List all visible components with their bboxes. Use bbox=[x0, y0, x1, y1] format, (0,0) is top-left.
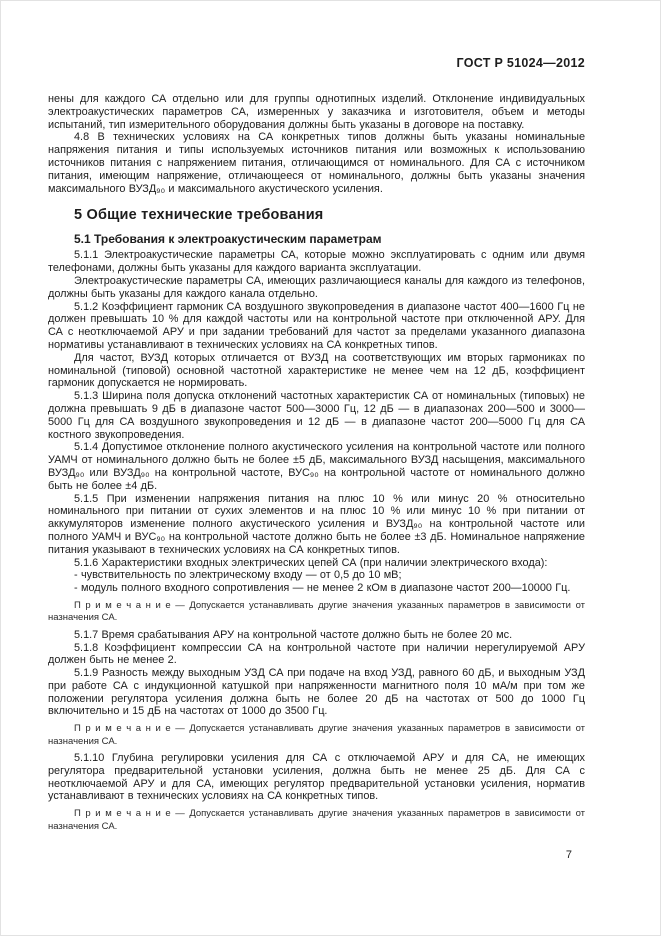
clause-5-1-5: 5.1.5 При изменении напряжения питания на плюс 10 % или минус 20 % относительно номинального при питании от сухих элементов и на плюс 10 % или минус 10 % при питании от аккумуляторов изменение полного акустического усиления и ВУЗД₉₀ на контрольной частоте или полного УАМЧ и ВУС₉₀ на контрольной частоте должно быть не более ±3 дБ. Номинальное напряжение питания указывают в технических условиях на СА конкретных типов. bbox=[48, 492, 585, 556]
clause-5-1-3: 5.1.3 Ширина поля допуска отклонений частотных характеристик СА от номинальных (типовых) не должна превышать 9 дБ в диапазоне частот 500—3000 Гц, 12 дБ — в диапазонах 200—500 и 3000—5000 Гц для СА воздушного звукопроведения и 12 дБ — в диапазоне частот 200—5000 Гц для СА костного звукопроведения. bbox=[48, 390, 585, 441]
clause-5-1-10: 5.1.10 Глубина регулировки усиления для СА с отключаемой АРУ и для СА, не имеющих регулятора предварительной установки усиления, должна быть не менее 25 дБ. Для СА с неотключаемой АРУ и для СА, имеющих регулятор предварительной установки усиления, норматив устанавливают в технических условиях на СА конкретных типов. bbox=[48, 752, 585, 803]
paragraph-continuation: нены для каждого СА отдельно или для группы однотипных изделий. Отклонение индивидуальных электроакустических параметров СА, измеренных у заказчика и изготовителя, объем и методы испытаний, тип измерительного оборудования должны быть указаны в договоре на поставку. bbox=[48, 93, 585, 131]
note-after-5-1-9: П р и м е ч а н и е — Допускается устанавливать другие значения указанных параметров в зависимости от назначения СА. bbox=[48, 723, 585, 747]
note-after-5-1-6: П р и м е ч а н и е — Допускается устанавливать другие значения указанных параметров в зависимости от назначения СА. bbox=[48, 599, 585, 624]
clause-5-1-8: 5.1.8 Коэффициент компрессии СА на контрольной частоте при наличии нерегулируемой АРУ должен быть не менее 2. bbox=[48, 641, 585, 667]
subsection-5-1-heading: 5.1 Требования к электроакустическим параметрам bbox=[74, 232, 382, 247]
page-number: 7 bbox=[565, 849, 572, 861]
clause-5-1-1: 5.1.1 Электроакустические параметры СА, которые можно эксплуатировать с одним или двумя телефонами, должны быть указаны для каждого варианта эксплуатации. bbox=[48, 249, 585, 275]
running-header-doc-code: ГОСТ Р 51024—2012 bbox=[456, 56, 585, 70]
clause-5-1-1-paragraph-2: Электроакустические параметры СА, имеющих различающиеся каналы для каждого из телефонов, должны быть указаны для каждого канала отдельно. bbox=[48, 274, 585, 300]
section-5-heading: 5 Общие технические требования bbox=[74, 207, 324, 224]
clause-5-1-6: 5.1.6 Характеристики входных электрических цепей СА (при наличии электрического входа): bbox=[74, 556, 548, 569]
clause-5-1-4: 5.1.4 Допустимое отклонение полного акустического усиления на контрольной частоте или полного УАМЧ от номинального должно быть не более ±5 дБ, максимального ВУЗД насыщения, максимального ВУЗД₉₀ или ВУЗД₉₀ на контрольной частоте, ВУС₉₀ на контрольной частоте от номинального должно быть не более ±4 дБ. bbox=[48, 441, 585, 492]
clause-5-1-9: 5.1.9 Разность между выходным УЗД СА при подаче на вход УЗД, равного 60 дБ, и выходным УЗД при работе СА с индукционной катушкой при напряженности магнитного поля 10 мА/м при том же положении регулятора усиления должна быть не более 20 дБ на частотах от 500 до 1000 Гц включительно и 15 дБ на частотах от 1000 до 3500 Гц. bbox=[48, 667, 585, 718]
clause-5-1-7: 5.1.7 Время срабатывания АРУ на контрольной частоте должно быть не более 20 мс. bbox=[74, 628, 513, 641]
note-after-5-1-10: П р и м е ч а н и е — Допускается устанавливать другие значения указанных параметров в зависимости от назначения СА. bbox=[48, 808, 585, 832]
clause-5-1-2-paragraph-2: Для частот, ВУЗД которых отличается от ВУЗД на соответствующих им вторых гармониках по номинальной (типовой) основной частотной характеристике не менее чем на 12 дБ, коэффициент гармоник допускается не нормировать. bbox=[48, 351, 585, 390]
page-content bbox=[48, 56, 585, 837]
clause-4-8: 4.8 В технических условиях на СА конкретных типов должны быть указаны номинальные напряжения питания и типы используемых источников питания или возможных к использованию источников питания с напряжением питания, отличающимся от номинального. Для СА с источником питания, имеющим напряжение, отличающееся от номинального, должны быть указаны значения максимального ВУЗД₉₀ и максимального акустического усиления. bbox=[48, 131, 585, 195]
clause-5-1-6-list-item-2: - модуль полного входного сопротивления — не менее 2 кОм в диапазоне частот 200—10000 Гц. bbox=[74, 582, 571, 595]
clause-5-1-6-list-item-1: - чувствительность по электрическому входу — от 0,5 до 10 мВ; bbox=[74, 569, 402, 582]
clause-5-1-2: 5.1.2 Коэффициент гармоник СА воздушного звукопроведения в диапазоне частот 400—1600 Гц не должен превышать 10 % для каждой частоты или на контрольной частоте при отключенной АРУ. Для СА с неотключаемой АРУ и при задании требований для частот за пределами указанного диапазона нормативы устанавливают в технических условиях на СА конкретных типов. bbox=[48, 300, 585, 351]
